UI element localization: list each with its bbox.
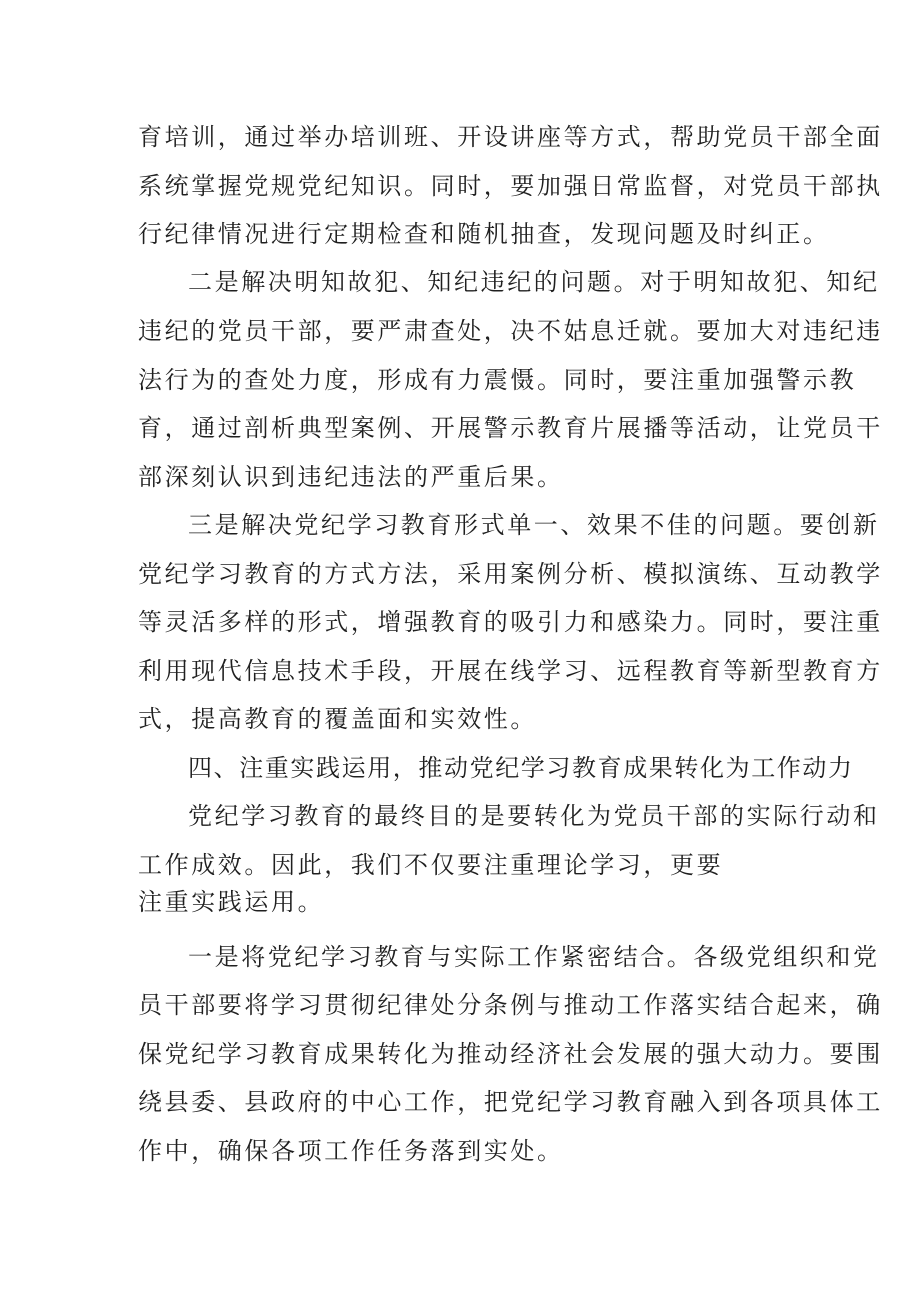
paragraph-line: 育，通过剖析典型案例、开展警示教育片展播等活动，让党员干 [138, 414, 883, 442]
paragraph-line: 员干部要将学习贯彻纪律处分条例与推动工作落实结合起来，确 [138, 991, 883, 1019]
paragraph-line: 法行为的查处力度，形成有力震慑。同时，要注重加强警示教 [138, 366, 857, 394]
paragraph-line: 等灵活多样的形式，增强教育的吸引力和感染力。同时，要注重 [138, 608, 883, 636]
paragraph-line: 绕县委、县政府的中心工作，把党纪学习教育融入到各项具体工 [138, 1088, 883, 1116]
paragraph-line: 工作成效。因此，我们不仅要注重理论学习，更要 [138, 851, 724, 879]
paragraph-line: 党纪学习教育的方式方法，采用案例分析、模拟演练、互动教学 [138, 560, 883, 588]
paragraph-line: 式，提高教育的覆盖面和实效性。 [138, 705, 537, 733]
paragraph-line: 一是将党纪学习教育与实际工作紧密结合。各级党组织和党 [188, 943, 880, 971]
paragraph-line: 党纪学习教育的最终目的是要转化为党员干部的实际行动和 [188, 802, 880, 830]
paragraph-line: 利用现代信息技术手段，开展在线学习、远程教育等新型教育方 [138, 657, 883, 685]
paragraph-line: 违纪的党员干部，要严肃查处，决不姑息迁就。要加大对违纪违 [138, 317, 883, 345]
paragraph-line: 作中，确保各项工作任务落到实处。 [138, 1137, 564, 1165]
paragraph-line: 部深刻认识到违纪违法的严重后果。 [138, 463, 564, 491]
paragraph-line: 行纪律情况进行定期检查和随机抽查，发现问题及时纠正。 [138, 220, 830, 248]
paragraph-line: 系统掌握党规党纪知识。同时，要加强日常监督，对党员干部执 [138, 172, 883, 200]
paragraph-line: 育培训，通过举办培训班、开设讲座等方式，帮助党员干部全面 [138, 123, 883, 151]
paragraph-line: 保党纪学习教育成果转化为推动经济社会发展的强大动力。要围 [138, 1040, 883, 1068]
section-heading: 四、注重实践运用，推动党纪学习教育成果转化为工作动力 [188, 754, 854, 782]
paragraph-line: 注重实践运用。 [138, 888, 325, 916]
paragraph-line: 二是解决明知故犯、知纪违纪的问题。对于明知故犯、知纪 [188, 268, 880, 296]
paragraph-line: 三是解决党纪学习教育形式单一、效果不佳的问题。要创新 [188, 511, 880, 539]
